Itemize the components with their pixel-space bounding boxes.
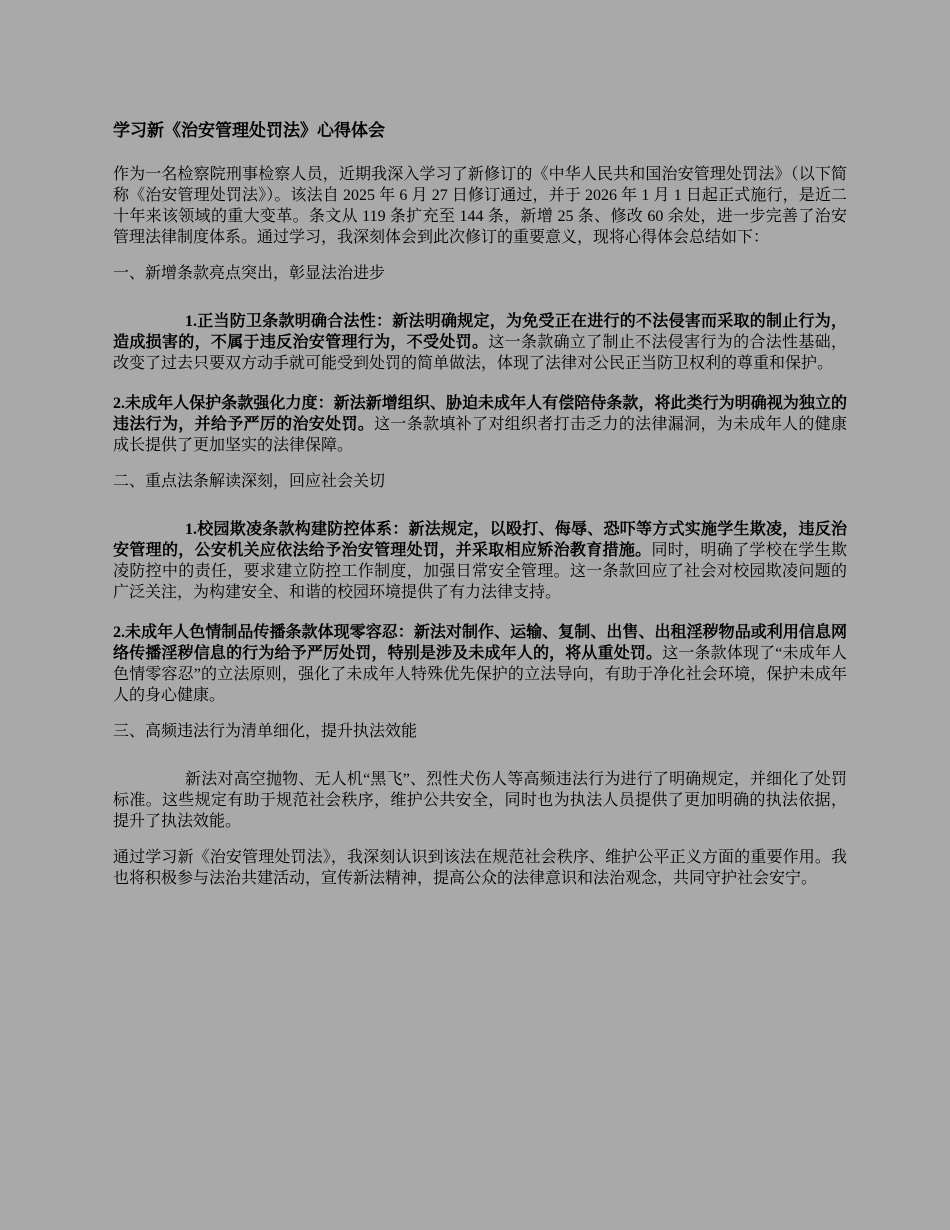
paragraph — [113, 164, 847, 248]
section-heading-text: 一、新增条款亮点突出，彰显法治进步 — [113, 265, 386, 282]
paragraph — [113, 769, 847, 832]
text-run: 这一条款确立了制止不法侵害行为的合法性基础，改变了过去只要双方动手就可能受到处罚的简单做法，体现了法律对公民正当防卫权利的尊重和保护。 — [113, 334, 847, 372]
text-run: 这一条款填补了对组织者打击乏力的法律漏洞，为未成年人的健康成长提供了更加坚实的法律保障。 — [113, 416, 847, 454]
section-heading — [113, 263, 847, 284]
text-run: 这一条款体现了“未成年人色情零容忍”的立法原则，强化了未成年人特殊优先保护的立法导向，有助于净化社会环境，保护未成年人的身心健康。 — [113, 645, 847, 704]
paragraph — [113, 393, 847, 456]
text-run: 2.未成年人保护条款强化力度：新法新增组织、胁迫未成年人有偿陪侍条款，将此类行为明确视为独立的违法行为，并给予严厉的治安处罚。 — [113, 395, 847, 433]
document-body — [113, 164, 847, 889]
paragraph — [113, 519, 847, 603]
section-heading-text: 二、重点法条解读深刻，回应社会关切 — [113, 473, 386, 490]
text-run: 新法对高空抛物、无人机“黑飞”、烈性犬伤人等高频违法行为进行了明确规定，并细化了处罚标准。这些规定有助于规范社会秩序，维护公共安全，同时也为执法人员提供了更加明确的执法依据，提升了执法效能。 — [113, 771, 847, 830]
paragraph — [113, 622, 847, 706]
section-heading-text: 三、高频违法行为清单细化，提升执法效能 — [113, 723, 418, 740]
text-run: 2.未成年人色情制品传播条款体现零容忍：新法对制作、运输、复制、出售、出租淫秽物品或利用信息网络传播淫秽信息的行为给予严厉处罚，特别是涉及未成年人的，将从重处罚。 — [113, 624, 847, 662]
document-title: 学习新《治安管理处罚法》心得体会 — [113, 121, 385, 140]
text-run: 1.正当防卫条款明确合法性：新法明确规定，为免受正在进行的不法侵害而采取的制止行为，造成损害的，不属于违反治安管理行为，不受处罚。 — [113, 313, 847, 351]
paragraph — [113, 847, 847, 889]
paragraph — [113, 311, 847, 374]
text-run: 1.校园欺凌条款构建防控体系：新法规定，以殴打、侮辱、恐吓等方式实施学生欺凌，违反治安管理的，公安机关应依法给予治安管理处罚，并采取相应矫治教育措施。 — [113, 521, 847, 559]
text-run: 通过学习新《治安管理处罚法》，我深刻认识到该法在规范社会秩序、维护公平正义方面的重要作用。我也将积极参与法治共建活动，宣传新法精神，提高公众的法律意识和法治观念，共同守护社会安宁。 — [113, 849, 847, 887]
section-heading — [113, 721, 847, 742]
text-run: 作为一名检察院刑事检察人员，近期我深入学习了新修订的《中华人民共和国治安管理处罚法》（以下简称《治安管理处罚法》）。该法自 2025 年 6 月 27 日修订通过，并于 2026 年 1 月 1 日起正式施行，是近二十年来该领域的重大变革。条文从 119 条扩充至 144 条，新增 25 条、修改 60 余处，进一步完善了治安管理法律制度体系。通过学习，我深刻体会到此次修订的重要意义，现将心得体会总结如下： — [113, 166, 847, 246]
section-heading — [113, 471, 847, 492]
text-run: 同时，明确了学校在学生欺凌防控中的责任，要求建立防控工作制度，加强日常安全管理。这一条款回应了社会对校园欺凌问题的广泛关注，为构建安全、和谐的校园环境提供了有力法律支持。 — [113, 542, 847, 601]
document-content — [113, 120, 847, 904]
